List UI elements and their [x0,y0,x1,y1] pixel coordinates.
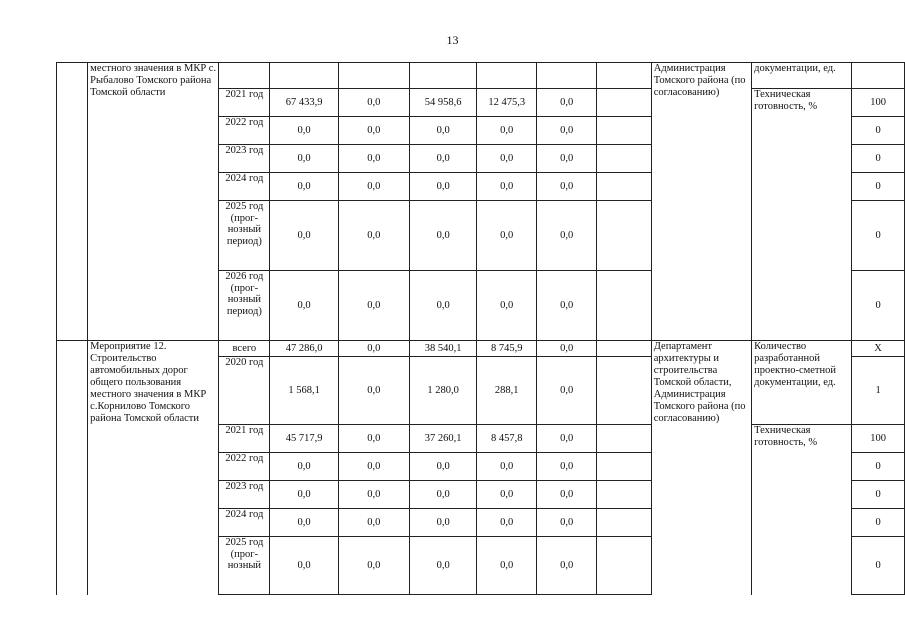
local-cell: 0,0 [477,453,537,481]
total-cell: 47 286,0 [270,341,338,357]
value-cell [338,63,409,89]
indicator-value-cell: 0 [852,201,905,271]
value-cell [597,89,652,117]
regional-cell: 0,0 [410,173,477,201]
regional-cell: 0,0 [410,201,477,271]
local-cell: 0,0 [477,509,537,537]
table-row [57,341,905,357]
value-cell [597,425,652,453]
indicator-value-cell: 0 [852,145,905,173]
extra-budget-cell: 0,0 [537,341,597,357]
indicator-value-cell: 100 [852,425,905,453]
extra-budget-cell: 0,0 [537,509,597,537]
total-cell: 0,0 [270,481,338,509]
local-cell: 0,0 [477,117,537,145]
year-cell: 2026 год (прог-нозный период) [219,271,270,341]
local-cell: 0,0 [477,145,537,173]
value-cell [597,509,652,537]
number-cell [57,341,88,625]
indicator-value-cell: 0 [852,453,905,481]
indicator-cell: документации, ед. [752,63,852,89]
activity-name-cell: местного значения в МКР с. Рыбалово Томского района Томской области [88,63,219,341]
value-cell [597,271,652,341]
extra-budget-cell: 0,0 [537,537,597,595]
page-number: 13 [446,33,459,47]
federal-cell: 0,0 [338,117,409,145]
regional-cell: 38 540,1 [410,341,477,357]
page-bottom-margin [0,595,905,640]
year-cell [219,63,270,89]
total-cell: 0,0 [270,145,338,173]
value-cell [270,63,338,89]
indicator-value-cell: 0 [852,481,905,509]
indicator-cell: Количество разработанной проектно-сметной документации, ед. [752,341,852,425]
regional-cell: 0,0 [410,509,477,537]
extra-budget-cell: 0,0 [537,453,597,481]
table-row [57,63,905,89]
number-cell [57,63,88,341]
year-cell: 2021 год [219,89,270,117]
value-cell [597,453,652,481]
value-cell [597,117,652,145]
indicator-cell: Техническая готовность, % [752,425,852,625]
value-cell [477,63,537,89]
indicator-value-cell: 1 [852,357,905,425]
value-cell [597,63,652,89]
extra-budget-cell: 0,0 [537,357,597,425]
value-cell [597,481,652,509]
regional-cell: 0,0 [410,271,477,341]
total-cell: 0,0 [270,173,338,201]
extra-budget-cell: 0,0 [537,145,597,173]
extra-budget-cell: 0,0 [537,173,597,201]
value-cell [597,145,652,173]
value-cell [597,173,652,201]
federal-cell: 0,0 [338,145,409,173]
year-cell: 2022 год [219,117,270,145]
year-cell: 2023 год [219,145,270,173]
year-cell: всего [219,341,270,357]
total-cell: 45 717,9 [270,425,338,453]
local-cell: 8 457,8 [477,425,537,453]
value-cell [597,341,652,357]
total-cell: 0,0 [270,509,338,537]
year-cell: 2024 год [219,173,270,201]
federal-cell: 0,0 [338,201,409,271]
total-cell: 0,0 [270,201,338,271]
local-cell: 0,0 [477,271,537,341]
regional-cell: 37 260,1 [410,425,477,453]
federal-cell: 0,0 [338,173,409,201]
total-cell: 0,0 [270,453,338,481]
regional-cell: 0,0 [410,481,477,509]
extra-budget-cell: 0,0 [537,481,597,509]
total-cell: 0,0 [270,537,338,595]
federal-cell: 0,0 [338,481,409,509]
federal-cell: 0,0 [338,453,409,481]
year-cell: 2020 год [219,357,270,425]
value-cell [597,537,652,595]
year-cell: 2025 год (прог-нозный период) [219,201,270,271]
federal-cell: 0,0 [338,509,409,537]
indicator-value-cell: Х [852,341,905,357]
local-cell: 12 475,3 [477,89,537,117]
year-cell: 2022 год [219,453,270,481]
federal-cell: 0,0 [338,89,409,117]
federal-cell: 0,0 [338,341,409,357]
indicator-value-cell: 0 [852,173,905,201]
extra-budget-cell: 0,0 [537,117,597,145]
value-cell [597,201,652,271]
regional-cell: 0,0 [410,453,477,481]
extra-budget-cell: 0,0 [537,201,597,271]
total-cell: 0,0 [270,271,338,341]
indicator-value-cell: 0 [852,271,905,341]
value-cell [597,357,652,425]
extra-budget-cell: 0,0 [537,271,597,341]
value-cell [410,63,477,89]
program-table [56,62,905,625]
activity-name-cell: Мероприятие 12. Строительство автомобильных дорог общего пользования местного значения в МКР с.Корнилово Томского района Томской области [88,341,219,625]
extra-budget-cell: 0,0 [537,89,597,117]
value-cell [537,63,597,89]
indicator-cell: Техническая готовность, % [752,89,852,341]
extra-budget-cell: 0,0 [537,425,597,453]
local-cell: 0,0 [477,537,537,595]
total-cell: 67 433,9 [270,89,338,117]
local-cell: 288,1 [477,357,537,425]
local-cell: 8 745,9 [477,341,537,357]
regional-cell: 1 280,0 [410,357,477,425]
federal-cell: 0,0 [338,425,409,453]
local-cell: 0,0 [477,201,537,271]
federal-cell: 0,0 [338,357,409,425]
executor-cell: Администрация Томского района (по согласованию) [651,63,751,341]
indicator-value-cell: 100 [852,89,905,117]
indicator-value-cell: 0 [852,117,905,145]
federal-cell: 0,0 [338,537,409,595]
year-cell: 2025 год (прог-нозный [219,537,270,595]
regional-cell: 54 958,6 [410,89,477,117]
indicator-value-cell: 0 [852,509,905,537]
year-cell: 2023 год [219,481,270,509]
year-cell: 2024 год [219,509,270,537]
federal-cell: 0,0 [338,271,409,341]
regional-cell: 0,0 [410,537,477,595]
local-cell: 0,0 [477,481,537,509]
year-cell: 2021 год [219,425,270,453]
executor-cell: Департамент архитектуры и строительства Томской области, Администрация Томского района (по согласованию) [651,341,751,625]
total-cell: 0,0 [270,117,338,145]
total-cell: 1 568,1 [270,357,338,425]
indicator-value-cell [852,63,905,89]
regional-cell: 0,0 [410,145,477,173]
indicator-value-cell: 0 [852,537,905,595]
regional-cell: 0,0 [410,117,477,145]
local-cell: 0,0 [477,173,537,201]
